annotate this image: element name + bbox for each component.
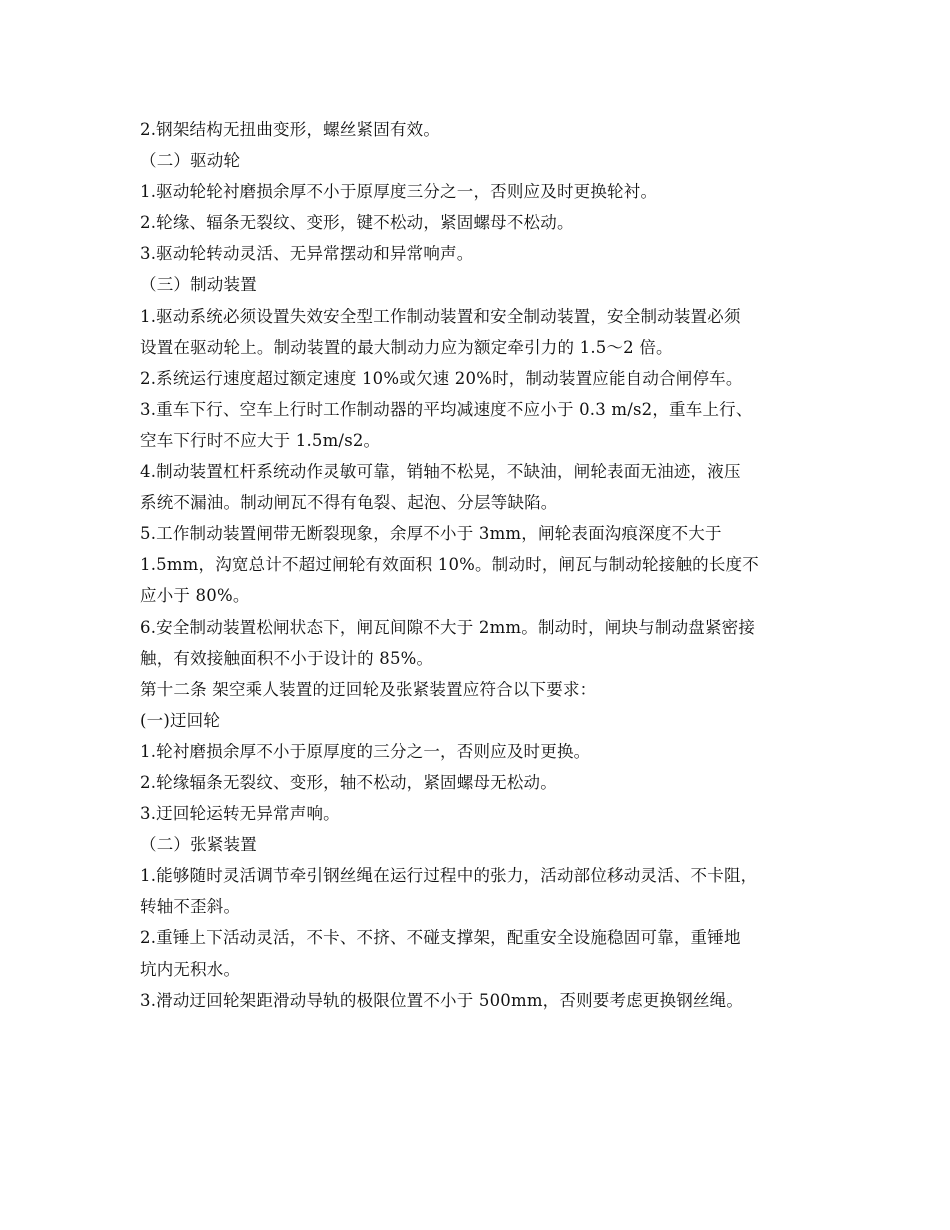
text-line: 2.轮缘、辐条无裂纹、变形，键不松动，紧固螺母不松动。 (140, 213, 574, 233)
document-body (140, 114, 820, 1016)
text-line: 3.驱动轮转动灵活、无异常摆动和异常响声。 (140, 244, 474, 264)
text-line: 1.5mm，沟宽总计不超过闸轮有效面积 10%。制动时，闸瓦与制动轮接触的长度不 (140, 555, 759, 575)
text-line: 1.能够随时灵活调节牵引钢丝绳在运行过程中的张力，活动部位移动灵活、不卡阻， (140, 866, 758, 886)
text-line: 2.钢架结构无扭曲变形，螺丝紧固有效。 (140, 120, 441, 139)
text-line: 3.重车下行、空车上行时工作制动器的平均减速度不应小于 0.3 m/s2，重车上行、 (140, 399, 753, 419)
text-line: 空车下行时不应大于 1.5m/s2。 (140, 430, 381, 450)
text-line: 1.驱动系统必须设置失效安全型工作制动装置和安全制动装置，安全制动装置必须 (140, 306, 741, 326)
text-line: 2.系统运行速度超过额定速度 10%或欠速 20%时，制动装置应能自动合闸停车。 (140, 368, 743, 388)
text-line: 3.迂回轮运转无异常声响。 (140, 804, 340, 824)
text-line: 2.重锤上下活动灵活，不卡、不挤、不碰支撑架，配重安全设施稳固可靠，重锤地 (140, 928, 741, 948)
article-heading-12: 第十二条 架空乘人装置的迂回轮及张紧装置应符合以下要求： (140, 679, 597, 699)
text-line: 转轴不歪斜。 (140, 897, 241, 917)
text-line: 设置在驱动轮上。制动装置的最大制动力应为额定牵引力的 1.5～2 倍。 (140, 337, 673, 357)
text-line: 应小于 80%。 (140, 586, 250, 606)
section-heading-return-wheel: (一)迂回轮 (140, 710, 221, 730)
text-line: 6.安全制动装置松闸状态下，闸瓦间隙不大于 2mm。制动时，闸块与制动盘紧密接 (140, 617, 756, 637)
section-heading-tensioning-device: （二）张紧装置 (140, 835, 257, 855)
text-line: 系统不漏油。制动闸瓦不得有龟裂、起泡、分层等缺陷。 (140, 493, 558, 513)
text-line: 坑内无积水。 (140, 959, 241, 979)
text-line: 1.轮衬磨损余厚不小于原厚度的三分之一，否则应及时更换。 (140, 741, 591, 761)
text-line: 触，有效接触面积不小于设计的 85%。 (140, 648, 434, 668)
text-line: 5.工作制动装置闸带无断裂现象，余厚不小于 3mm，闸轮表面沟痕深度不大于 (140, 524, 722, 544)
text-line: 4.制动装置杠杆系统动作灵敏可靠，销轴不松晃，不缺油，闸轮表面无油迹，液压 (140, 462, 741, 482)
section-heading-drive-wheel: （二）驱动轮 (140, 151, 241, 171)
text-line: 3.滑动迂回轮架距滑动导轨的极限位置不小于 500mm，否则要考虑更换钢丝绳。 (140, 990, 744, 1010)
text-line: 1.驱动轮轮衬磨损余厚不小于原厚度三分之一，否则应及时更换轮衬。 (140, 182, 658, 202)
text-line: 2.轮缘辐条无裂纹、变形，轴不松动，紧固螺母无松动。 (140, 772, 557, 792)
section-heading-brake-device: （三）制动装置 (140, 275, 257, 295)
